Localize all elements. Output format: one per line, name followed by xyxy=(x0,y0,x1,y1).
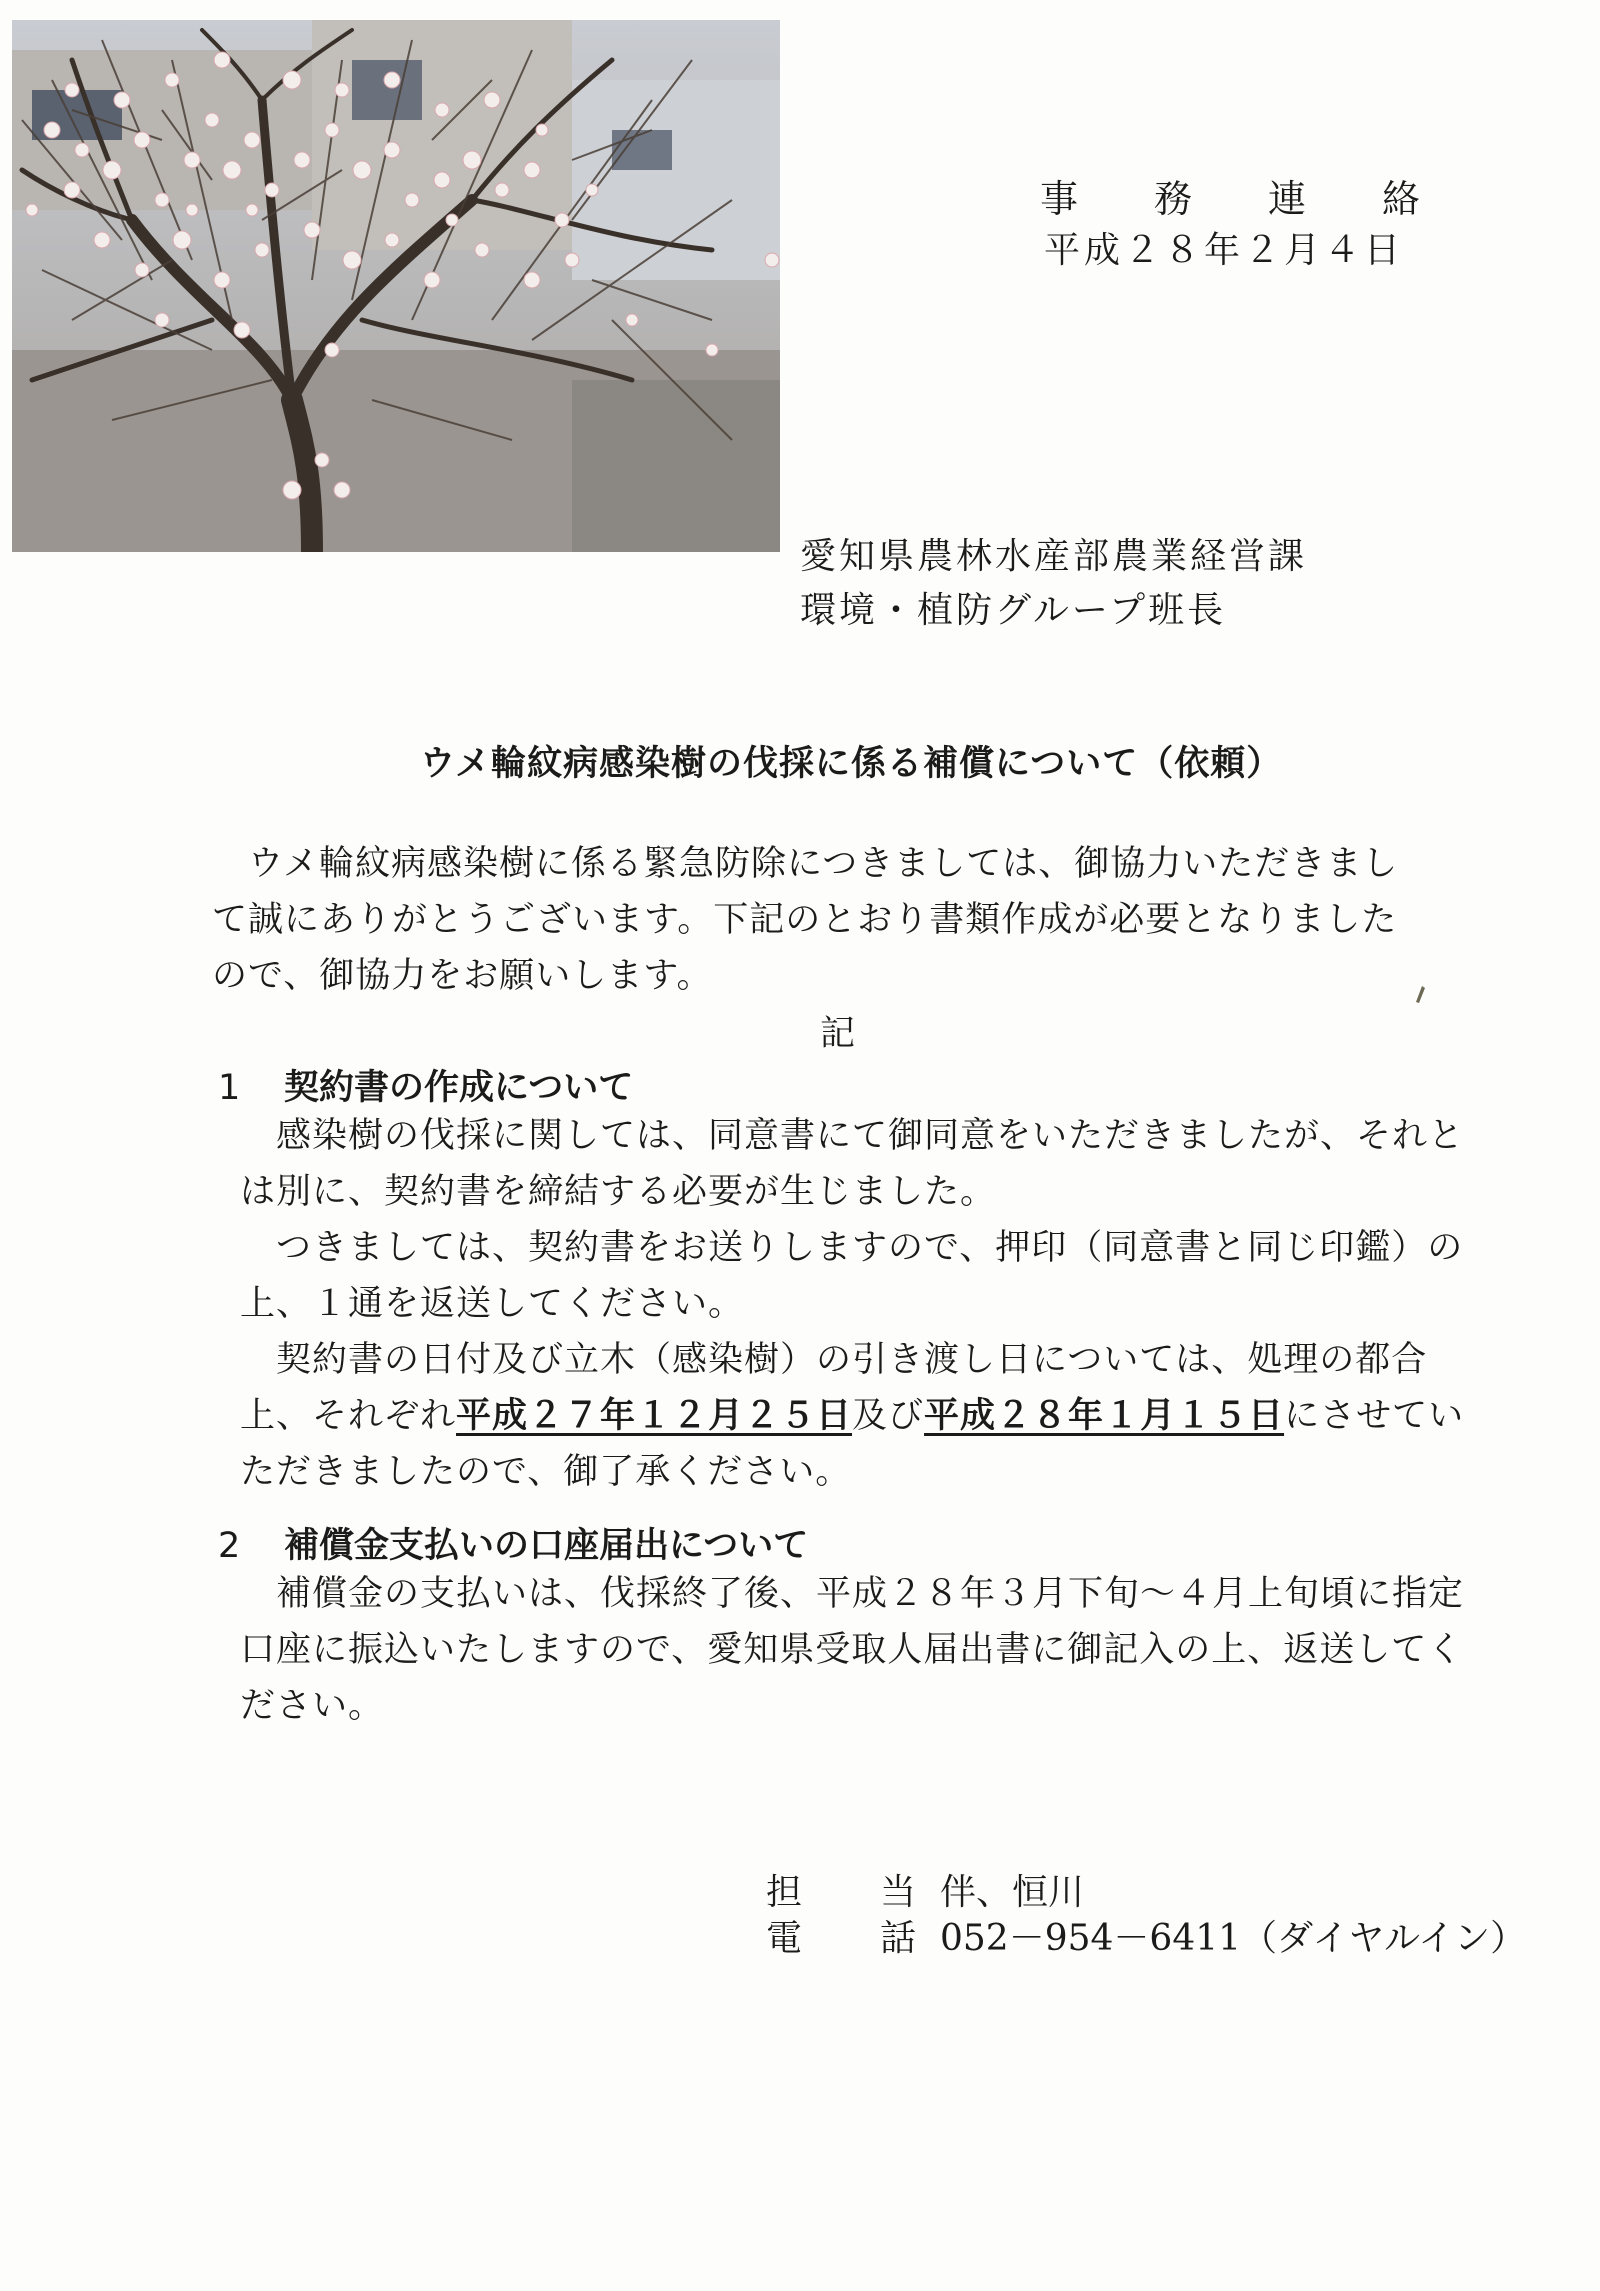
contact-phone-row xyxy=(766,1916,1526,1962)
section-1-paragraph xyxy=(240,1332,1470,1500)
section-title: 契約書の作成について xyxy=(284,1068,634,1108)
contact-phone-label xyxy=(766,1916,916,1962)
section-1-paragraph: 感染樹の伐採に関しては、同意書にて御同意をいただきましたが、それとは別に、契約書を締結する必要が生じました。 xyxy=(240,1116,1465,1212)
section-1-body xyxy=(240,1108,1470,1500)
doc-type-char: 事 xyxy=(1040,177,1079,221)
sender-block xyxy=(800,530,1307,638)
intro-paragraph xyxy=(212,836,1472,1004)
label-char: 話 xyxy=(879,1918,916,1959)
contact-phone: 052－954－6411（ダイヤルイン） xyxy=(940,1918,1527,1959)
paragraph-text: 及び xyxy=(852,1396,925,1436)
section-1-paragraph: つきましては、契約書をお送りしますので、押印（同意書と同じ印鑑）の上、１通を返送してください。 xyxy=(240,1228,1464,1324)
section-2-body xyxy=(240,1566,1470,1734)
label-char: 電 xyxy=(766,1918,803,1959)
label-char: 担 xyxy=(766,1872,803,1913)
handover-date: 平成２８年１月１５日 xyxy=(924,1396,1285,1436)
contact-block xyxy=(766,1870,1526,1962)
paper-speck-icon xyxy=(1412,982,1428,1004)
doc-type-char: 連 xyxy=(1267,177,1306,221)
paragraph-text: 契約書の日付及び立木（感染樹）の引き渡し日については、処理の都合上、それぞれ xyxy=(240,1340,1428,1436)
contract-date: 平成２７年１２月２５日 xyxy=(456,1396,853,1436)
sender-department: 愛知県農林水産部農業経営課 xyxy=(800,536,1308,577)
section-2-heading xyxy=(218,1518,808,1568)
section-number: 2 xyxy=(218,1526,241,1566)
intro-line: て誠にありがとうございます。下記のとおり書類作成が必要となりました xyxy=(212,900,1398,940)
plum-blossom-photo xyxy=(12,20,780,552)
label-char: 当 xyxy=(879,1872,916,1913)
intro-line: ウメ輪紋病感染樹に係る緊急防除につきましては、御協力いただきまし xyxy=(248,844,1399,884)
section-title: 補償金支払いの口座届出について xyxy=(284,1526,809,1566)
section-number: 1 xyxy=(218,1068,241,1108)
document-date: 平成２８年２月４日 xyxy=(1044,230,1405,271)
section-1-heading xyxy=(218,1060,633,1110)
ki-marker: 記 xyxy=(820,1014,856,1054)
paragraph-text: にさせていただきましたので、御了承ください。 xyxy=(240,1396,1465,1492)
doc-type-char: 絡 xyxy=(1381,177,1420,221)
contact-person-row xyxy=(766,1870,1526,1916)
contact-person-label xyxy=(766,1870,916,1916)
doc-type-char: 務 xyxy=(1153,177,1192,221)
sender-title: 環境・植防グループ班長 xyxy=(800,590,1227,631)
document-type-label xyxy=(1040,168,1420,223)
plum-tree-image xyxy=(12,20,780,552)
contact-person: 伴、恒川 xyxy=(940,1872,1085,1913)
document-subject: ウメ輪紋病感染樹の伐採に係る補償について（依頼） xyxy=(420,744,1283,784)
intro-line: ので、御協力をお願いします。 xyxy=(212,956,713,996)
section-2-paragraph: 補償金の支払いは、伐採終了後、平成２８年３月下旬～４月上旬頃に指定口座に振込いたしますので、愛知県受取人届出書に御記入の上、返送してください。 xyxy=(240,1574,1465,1726)
